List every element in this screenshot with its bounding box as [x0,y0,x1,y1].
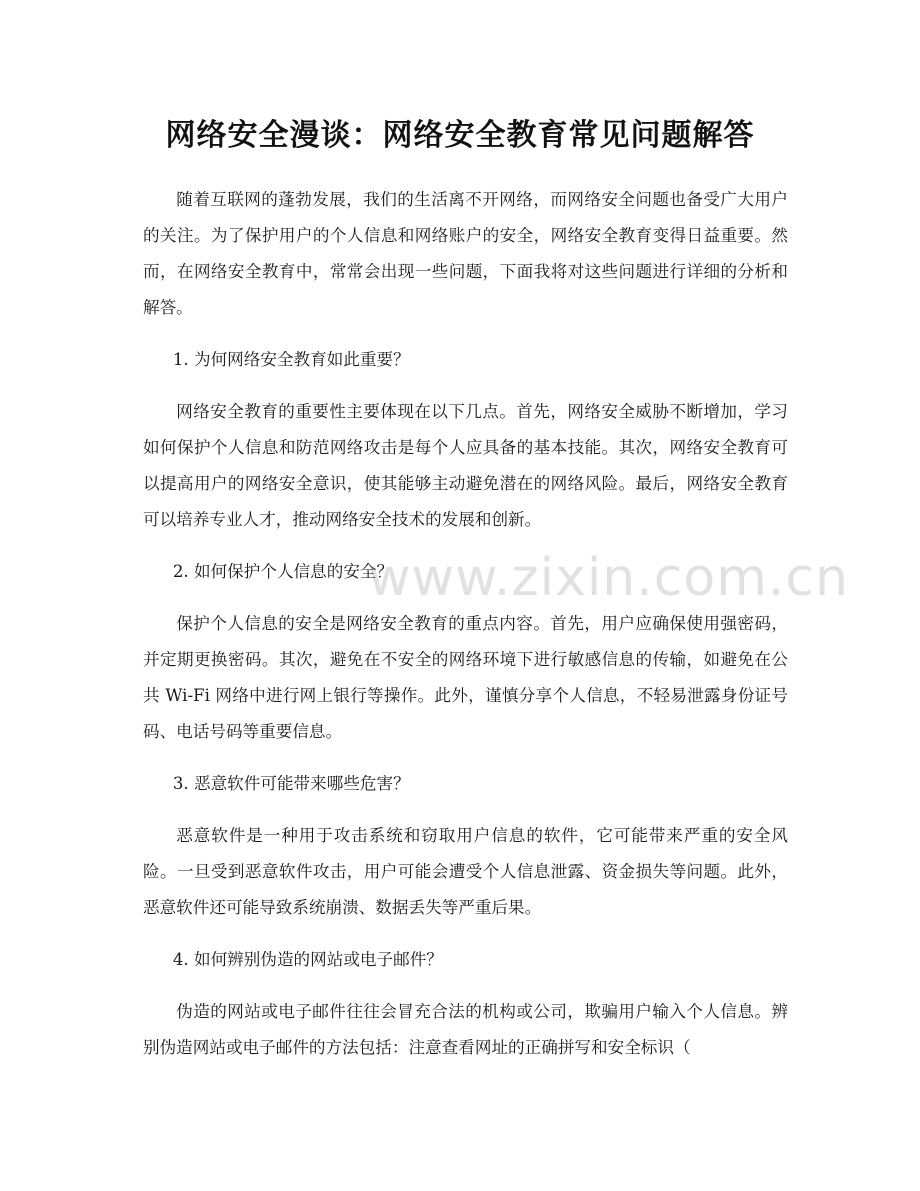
intro-paragraph: 随着互联网的蓬勃发展，我们的生活离不开网络，而网络安全问题也备受广大用户的关注。为了保护用户的个人信息和网络账户的安全，网络安全教育变得日益重要。然而，在网络安全教育中，常常会出现一些问题，下面我将对这些问题进行详细的分析和解答。 [143,190,788,317]
answer-3-paragraph: 恶意软件是一种用于攻击系统和窃取用户信息的软件，它可能带来严重的安全风险。一旦受到恶意软件攻击，用户可能会遭受个人信息泄露、资金损失等问题。此外，恶意软件还可能导致系统崩溃、数据丢失等严重后果。 [143,826,788,917]
question-4-heading: 4. 如何辨别伪造的网站或电子邮件？ [172,950,443,969]
watermark-text: www.zixin.com.cn [368,548,849,608]
question-2-heading: 2. 如何保护个人信息的安全？ [172,562,394,581]
question-3-heading: 3. 恶意软件可能带来哪些危害？ [172,774,410,793]
question-1-heading: 1. 为何网络安全教育如此重要？ [172,350,410,369]
document-title: 网络安全漫谈：网络安全教育常见问题解答 [165,118,755,153]
document-body [143,182,788,1082]
answer-1-paragraph: 网络安全教育的重要性主要体现在以下几点。首先，网络安全威胁不断增加，学习如何保护个人信息和防范网络攻击是每个人应具备的基本技能。其次，网络安全教育可以提高用户的网络安全意识，使其能够主动避免潜在的网络风险。最后，网络安全教育可以培养专业人才，推动网络安全技术的发展和创新。 [143,402,788,529]
answer-4-paragraph: 伪造的网站或电子邮件往往会冒充合法的机构或公司，欺骗用户输入个人信息。辨别伪造网站或电子邮件的方法包括：注意查看网址的正确拼写和安全标识（ [143,1002,788,1057]
answer-2-paragraph: 保护个人信息的安全是网络安全教育的重点内容。首先，用户应确保使用强密码，并定期更换密码。其次，避免在不安全的网络环境下进行敏感信息的传输，如避免在公共 Wi-Fi 网络中进行网上银行等操作。此外，谨慎分享个人信息，不轻易泄露身份证号码、电话号码等重要信息。 [143,614,788,741]
